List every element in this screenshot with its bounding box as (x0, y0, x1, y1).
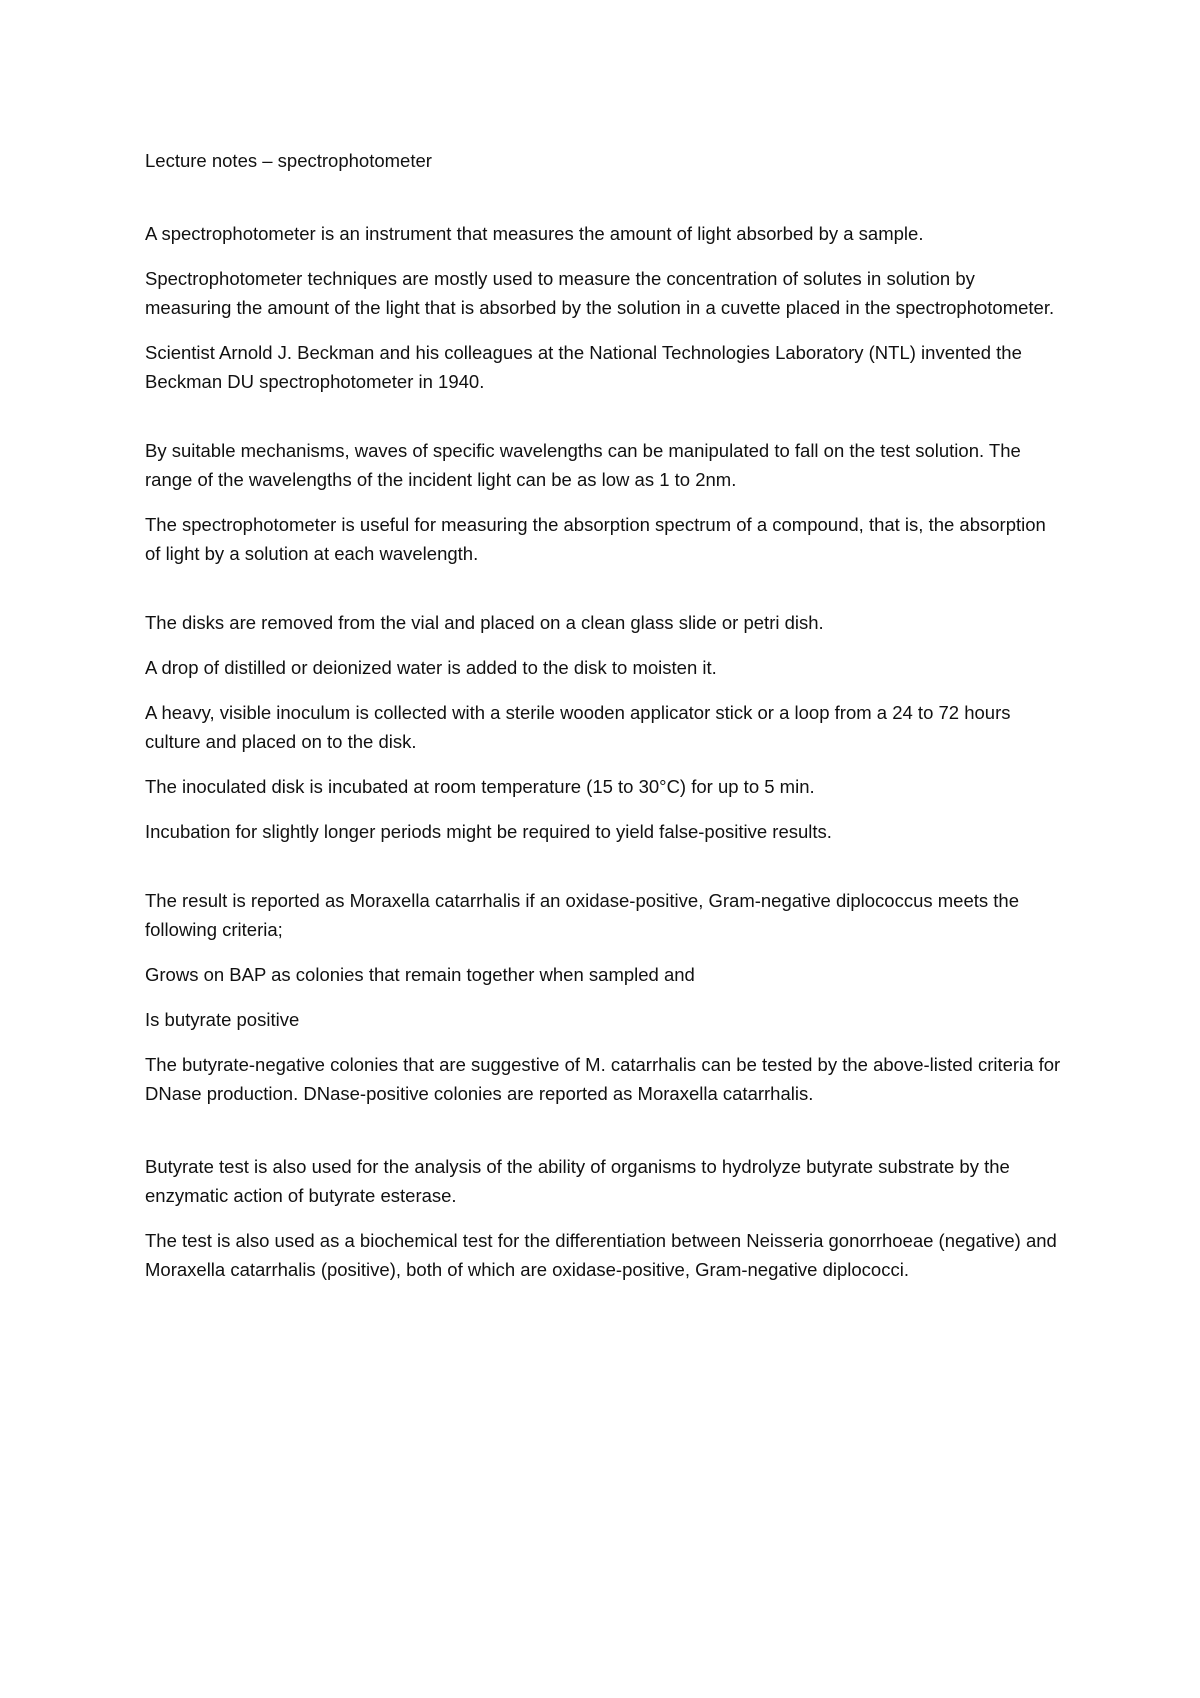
paragraph: A drop of distilled or deionized water is added to the disk to moisten it. (145, 657, 717, 678)
section-result-criteria (145, 886, 1065, 1108)
document-body (145, 146, 1065, 1300)
paragraph: Spectrophotometer techniques are mostly used to measure the concentration of solutes in solution by measuring the amount of the light that is absorbed by the solution in a cuvette placed in the spectrophotometer. (145, 268, 1055, 318)
section-spectrophotometer-intro (145, 219, 1065, 396)
document-title: Lecture notes – spectrophotometer (145, 150, 432, 171)
section-wavelengths (145, 436, 1065, 568)
paragraph: The test is also used as a biochemical test for the differentiation between Neisseria gonorrhoeae (negative) and Moraxella catarrhalis (positive), both of which are oxidase-positive, Gram-negative diplococci. (145, 1230, 1057, 1280)
paragraph: By suitable mechanisms, waves of specific wavelengths can be manipulated to fall on the test solution. The range of the wavelengths of the incident light can be as low as 1 to 2nm. (145, 440, 1021, 490)
paragraph: The inoculated disk is incubated at room temperature (15 to 30°C) for up to 5 min. (145, 776, 815, 797)
paragraph: Incubation for slightly longer periods might be required to yield false-positive results. (145, 821, 832, 842)
section-butyrate-test (145, 1152, 1065, 1284)
paragraph: A spectrophotometer is an instrument that measures the amount of light absorbed by a sample. (145, 223, 924, 244)
paragraph: The spectrophotometer is useful for measuring the absorption spectrum of a compound, that is, the absorption of light by a solution at each wavelength. (145, 514, 1046, 564)
paragraph: The disks are removed from the vial and placed on a clean glass slide or petri dish. (145, 612, 824, 633)
paragraph: A heavy, visible inoculum is collected with a sterile wooden applicator stick or a loop from a 24 to 72 hours culture and placed on to the disk. (145, 702, 1011, 752)
paragraph: The butyrate-negative colonies that are suggestive of M. catarrhalis can be tested by the above-listed criteria for DNase production. DNase-positive colonies are reported as Moraxella catarrhalis. (145, 1054, 1061, 1104)
paragraph: Butyrate test is also used for the analysis of the ability of organisms to hydrolyze butyrate substrate by the enzymatic action of butyrate esterase. (145, 1156, 1010, 1206)
paragraph: The result is reported as Moraxella catarrhalis if an oxidase-positive, Gram-negative diplococcus meets the following criteria; (145, 890, 1020, 940)
paragraph: Grows on BAP as colonies that remain together when sampled and (145, 964, 695, 985)
paragraph: Is butyrate positive (145, 1009, 300, 1030)
section-disk-procedure (145, 608, 1065, 846)
paragraph: Scientist Arnold J. Beckman and his colleagues at the National Technologies Laboratory (NTL) invented the Beckman DU spectrophotometer in 1940. (145, 342, 1022, 392)
